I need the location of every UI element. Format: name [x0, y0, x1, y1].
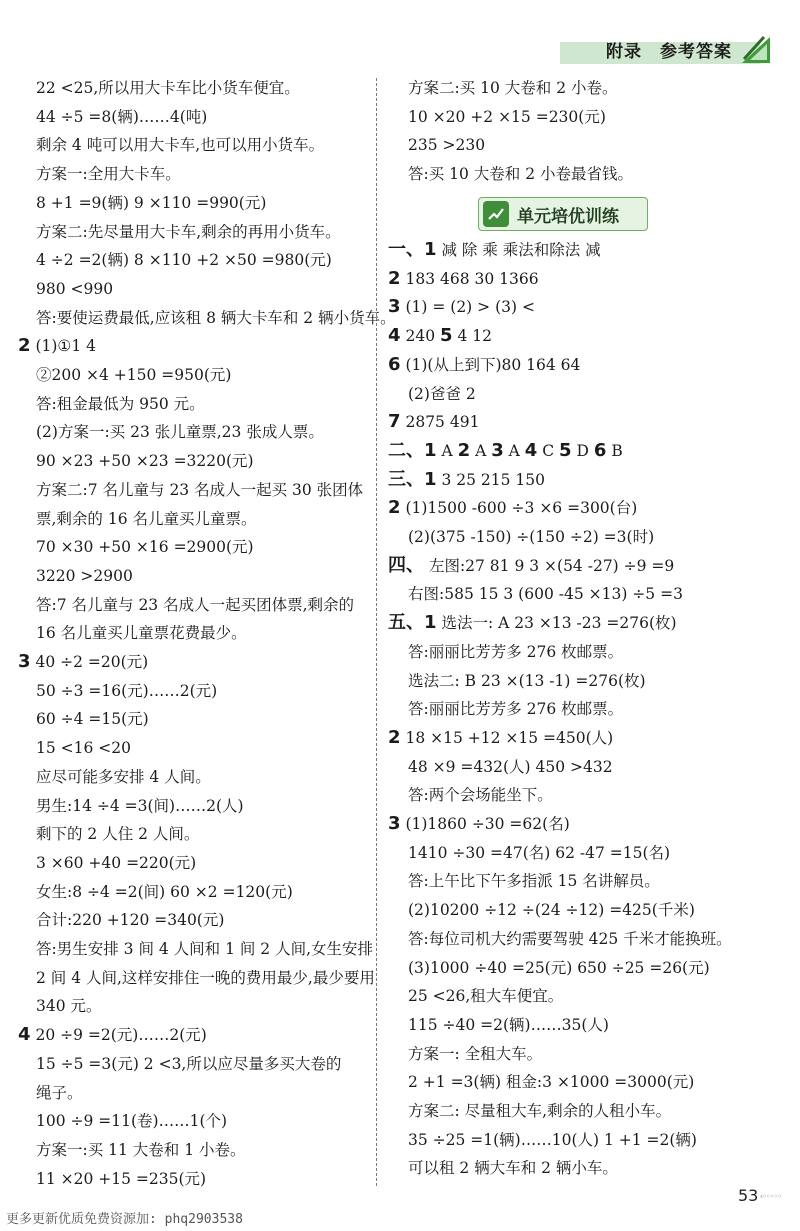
answer-line	[36, 853, 196, 873]
answer-line	[408, 527, 654, 547]
answer-line	[388, 814, 570, 834]
answer-line	[408, 843, 670, 863]
answer-text: (3)1000 ÷40 =25(元) 650 ÷25 =26(元)	[408, 958, 710, 977]
answer-text: 方案二:7 名儿童与 23 名成人一起买 30 张团体	[36, 480, 364, 499]
answer-line	[36, 279, 113, 299]
answer-text: (2)方案一:买 23 张儿童票,23 张成人票。	[36, 423, 324, 442]
answer-line	[36, 537, 254, 557]
answer-text: 3 ×60 +40 =220(元)	[36, 853, 197, 872]
answer-text: 答:丽丽比芳芳多 276 枚邮票。	[408, 642, 624, 661]
question-number: 4	[388, 325, 401, 347]
answer-line	[36, 882, 293, 902]
answer-text: 剩下的 2 人住 2 人间。	[36, 825, 200, 844]
question-number: 2	[457, 439, 471, 461]
answer-text: 4 12	[457, 327, 492, 346]
answer-text: B	[611, 441, 623, 460]
answer-text: 右图:585 15 3 (600 -45 ×13) ÷5 =3	[408, 585, 683, 604]
answer-line	[36, 107, 207, 127]
answer-line	[388, 498, 637, 518]
answer-line	[36, 164, 181, 184]
answer-line	[408, 699, 623, 719]
page-header	[606, 32, 772, 66]
answer-line	[36, 135, 324, 155]
answer-text: 减 除 乘 乘法和除法 减	[441, 241, 601, 259]
answer-text: 4 ÷2 =2(辆) 8 ×110 +2 ×50 =980(元)	[36, 251, 332, 270]
answer-text: 11 ×20 +15 =235(元)	[36, 1169, 207, 1188]
answer-line	[408, 135, 485, 155]
answer-text: 48 ×9 =432(人) 450 >432	[408, 757, 613, 776]
answer-text: 答:7 名儿童与 23 名成人一起买团体票,剩余的	[36, 595, 355, 614]
answer-line	[408, 642, 623, 662]
answer-line	[408, 107, 606, 127]
answer-text: 8 +1 =9(辆) 9 ×110 =990(元)	[36, 193, 267, 212]
question-number: 5	[559, 439, 572, 461]
answer-text: 40 ÷2 =20(元)	[35, 653, 149, 671]
answer-text: 3 25 215 150	[441, 470, 546, 489]
answer-line	[36, 681, 217, 701]
question-number: 三、1	[388, 468, 437, 490]
answer-text: (1) = (2) > (3) <	[405, 298, 535, 317]
answer-text: 方案二:先尽量用大卡车,剩余的再用小货车。	[36, 222, 341, 241]
answer-text: 答:两个会场能坐下。	[408, 786, 553, 805]
answer-text: 35 ÷25 =1(辆)……10(人) 1 +1 =2(辆)	[408, 1130, 697, 1149]
answer-line	[36, 595, 354, 615]
answer-line	[408, 584, 683, 604]
answer-text: 男生:14 ÷4 =3(间)……2(人)	[36, 796, 244, 815]
answer-text: 15 <16 <20	[36, 739, 131, 758]
answer-text: 10 ×20 +2 ×15 =230(元)	[408, 107, 606, 126]
answer-text: 1410 ÷30 =47(名) 62 -47 =15(名)	[408, 843, 671, 862]
question-number: 3	[18, 651, 31, 672]
answer-line	[388, 326, 492, 346]
answer-text: 答:男生安排 3 间 4 人间和 1 间 2 人间,女生安排	[36, 940, 374, 958]
answer-line	[408, 1101, 671, 1121]
answer-line	[36, 193, 266, 213]
answer-line	[408, 1158, 618, 1178]
answer-text: D	[576, 441, 594, 460]
answer-text: 183 468 30 1366	[405, 269, 539, 288]
question-number: 2	[388, 267, 401, 289]
answer-line	[36, 1083, 83, 1103]
question-number: 7	[388, 411, 401, 433]
answer-line	[36, 1111, 227, 1131]
answer-text: (2)(375 -150) ÷(150 ÷2) =3(时)	[408, 528, 655, 546]
ruler-pencil-icon	[740, 33, 772, 65]
answer-text: A	[475, 441, 492, 460]
answer-line	[408, 1015, 609, 1035]
answer-text: 方案二: 尽量租大车,剩余的人租小车。	[408, 1102, 672, 1120]
answer-text: (2)爸爸 2	[408, 384, 476, 403]
chart-trend-icon	[483, 201, 509, 227]
answer-text: 可以租 2 辆大车和 2 辆小车。	[408, 1159, 618, 1178]
answer-text: C	[542, 441, 560, 460]
page-arrows: ‹◦◦◦◦◦	[760, 1192, 781, 1201]
answer-line	[388, 297, 535, 317]
answer-line	[388, 441, 623, 461]
answer-text: (1)1500 -600 ÷3 ×6 =300(台)	[405, 499, 638, 518]
question-number: 3	[491, 439, 504, 461]
answer-line	[36, 365, 231, 385]
answer-text: 980 <990	[36, 279, 114, 298]
answer-line	[388, 613, 677, 633]
answer-line	[408, 785, 553, 805]
answer-line	[36, 824, 199, 844]
answer-text: 18 ×15 +12 ×15 =450(人)	[405, 728, 614, 747]
answer-line	[408, 757, 613, 777]
answer-text: ②200 ×4 +150 =950(元)	[36, 366, 232, 384]
question-number: 2	[388, 497, 401, 519]
answer-line	[36, 623, 247, 643]
answer-line	[36, 767, 211, 787]
answer-text: 15 ÷5 =3(元) 2 <3,所以应尽量多买大卷的	[36, 1054, 342, 1073]
question-number: 一、1	[388, 239, 437, 260]
answer-text: 235 >230	[408, 136, 486, 155]
answer-line	[388, 470, 545, 490]
answer-text: (1)①1 4	[35, 337, 96, 356]
answer-line	[408, 1130, 697, 1150]
question-number: 五、1	[388, 612, 437, 634]
answer-text: 票,剩余的 16 名儿童买儿童票。	[36, 509, 257, 528]
answer-line	[408, 1072, 694, 1092]
answer-text: 25 <26,租大车便宜。	[408, 987, 564, 1006]
answer-text: 答:租金最低为 950 元。	[36, 394, 205, 413]
answer-text: 合计:220 +120 =340(元)	[36, 911, 225, 930]
answer-text: 240	[405, 327, 440, 346]
answer-text: 22 <25,所以用大卡车比小货车便宜。	[36, 79, 300, 97]
answer-text: 方案二:买 10 大卷和 2 小卷。	[408, 79, 618, 97]
answer-line	[408, 164, 633, 184]
answer-line	[408, 900, 695, 920]
answer-text: 2875 491	[405, 413, 480, 432]
answer-text: 3220 >2900	[36, 566, 133, 585]
answer-line	[36, 1169, 206, 1189]
answer-text: (2)10200 ÷12 ÷(24 ÷12) =425(千米)	[408, 901, 695, 920]
answer-line	[36, 78, 300, 98]
answer-line	[388, 240, 601, 260]
answer-text: A	[441, 441, 458, 460]
answer-line	[18, 336, 96, 356]
answer-line	[388, 728, 613, 748]
answer-text: 100 ÷9 =11(卷)……1(个)	[36, 1112, 228, 1131]
answer-text: 选法二: B 23 ×(13 -1) =276(枚)	[408, 671, 646, 690]
answer-line	[408, 384, 476, 404]
answer-line	[36, 910, 224, 930]
answer-line	[18, 1025, 207, 1045]
section-title-box	[478, 197, 648, 231]
answer-text: 剩余 4 吨可以用大卡车,也可以用小货车。	[36, 136, 325, 155]
answer-text: 答:买 10 大卷和 2 小卷最省钱。	[408, 165, 634, 184]
answer-line	[36, 480, 363, 500]
question-number: 3	[388, 296, 401, 318]
answer-text: 340 元。	[36, 997, 102, 1016]
answer-text: 女生:8 ÷4 =2(间) 60 ×2 =120(元)	[36, 882, 293, 901]
answer-text: 答:上午比下午多指派 15 名讲解员。	[408, 872, 660, 891]
answer-text: 50 ÷3 =16(元)……2(元)	[36, 681, 218, 700]
answer-line	[388, 269, 539, 289]
answer-text: 44 ÷5 =8(辆)……4(吨)	[36, 107, 208, 126]
answer-line	[408, 958, 710, 978]
answer-line	[36, 250, 332, 270]
answer-text: 16 名儿童买儿童票花费最少。	[36, 624, 247, 643]
answer-text: 115 ÷40 =2(辆)……35(人)	[408, 1015, 609, 1034]
answer-text: 方案一:买 11 大卷和 1 小卷。	[36, 1140, 246, 1159]
footer-note: 更多更新优质免费资源加: phq2903538	[6, 1212, 243, 1227]
answer-line	[36, 939, 373, 959]
answer-text: 答:每位司机大约需要驾驶 425 千米才能换班。	[408, 929, 732, 948]
answer-text: A	[508, 441, 525, 460]
question-number: 3	[388, 813, 401, 834]
answer-line	[36, 509, 257, 529]
answer-line	[36, 422, 324, 442]
answer-text: (1)(从上到下)80 164 64	[405, 355, 581, 374]
answer-text: 答:丽丽比芳芳多 276 枚邮票。	[408, 700, 624, 719]
answer-line	[408, 929, 732, 949]
question-number: 4	[18, 1024, 31, 1046]
answer-line	[36, 709, 149, 729]
answer-text: 20 ÷9 =2(元)……2(元)	[35, 1026, 207, 1045]
answer-line	[36, 796, 244, 816]
answer-text: 答:要使运费最低,应该租 8 辆大卡车和 2 辆小货车。	[36, 308, 396, 327]
answer-line	[408, 671, 646, 691]
answer-text: 应尽可能多安排 4 人间。	[36, 767, 211, 786]
answer-text: 选法一: A 23 ×13 -23 =276(枚)	[441, 614, 677, 633]
answer-line	[36, 1140, 246, 1160]
answer-text: 60 ÷4 =15(元)	[36, 710, 149, 729]
question-number: 6	[388, 353, 401, 375]
answer-text: 方案一: 全租大车。	[408, 1044, 543, 1063]
answer-line	[36, 394, 205, 414]
answer-line	[36, 1054, 341, 1074]
question-number: 5	[439, 325, 453, 347]
answer-line	[388, 556, 674, 576]
header-title: 附录 参考答案	[606, 41, 732, 62]
answer-text: 2 间 4 人间,这样安排住一晚的费用最少,最少要用	[36, 968, 375, 987]
answer-line	[36, 222, 341, 242]
page-number: 53	[738, 1186, 759, 1205]
question-number: 6	[593, 439, 607, 461]
answer-line	[408, 1044, 542, 1064]
answer-line	[36, 996, 102, 1016]
answer-line	[388, 355, 580, 375]
answer-text: 方案一:全用大卡车。	[36, 165, 181, 184]
answer-line	[408, 78, 618, 98]
answer-line	[36, 566, 133, 586]
answer-text: 90 ×23 +50 ×23 =3220(元)	[36, 452, 254, 471]
answer-text: 2 +1 =3(辆) 租金:3 ×1000 =3000(元)	[408, 1073, 695, 1092]
column-divider	[376, 78, 377, 1186]
question-number: 2	[18, 335, 31, 357]
answer-line	[408, 986, 563, 1006]
section-title: 单元培优训练	[517, 206, 619, 227]
question-number: 2	[388, 726, 401, 748]
answer-text: 绳子。	[36, 1083, 83, 1102]
answer-line	[388, 412, 479, 432]
answer-line	[408, 871, 660, 891]
answer-text: 70 ×30 +50 ×16 =2900(元)	[36, 538, 254, 557]
answer-text: 左图:27 81 9 3 ×(54 -27) ÷9 =9	[428, 556, 675, 575]
answer-line	[36, 738, 131, 758]
answer-line	[36, 968, 375, 988]
answer-line	[36, 451, 254, 471]
question-number: 二、1	[388, 439, 437, 461]
answer-text: (1)1860 ÷30 =62(名)	[405, 815, 570, 833]
answer-line	[18, 652, 148, 672]
question-number: 4	[524, 439, 538, 461]
answer-line	[36, 308, 396, 328]
question-number: 四、	[388, 554, 424, 576]
